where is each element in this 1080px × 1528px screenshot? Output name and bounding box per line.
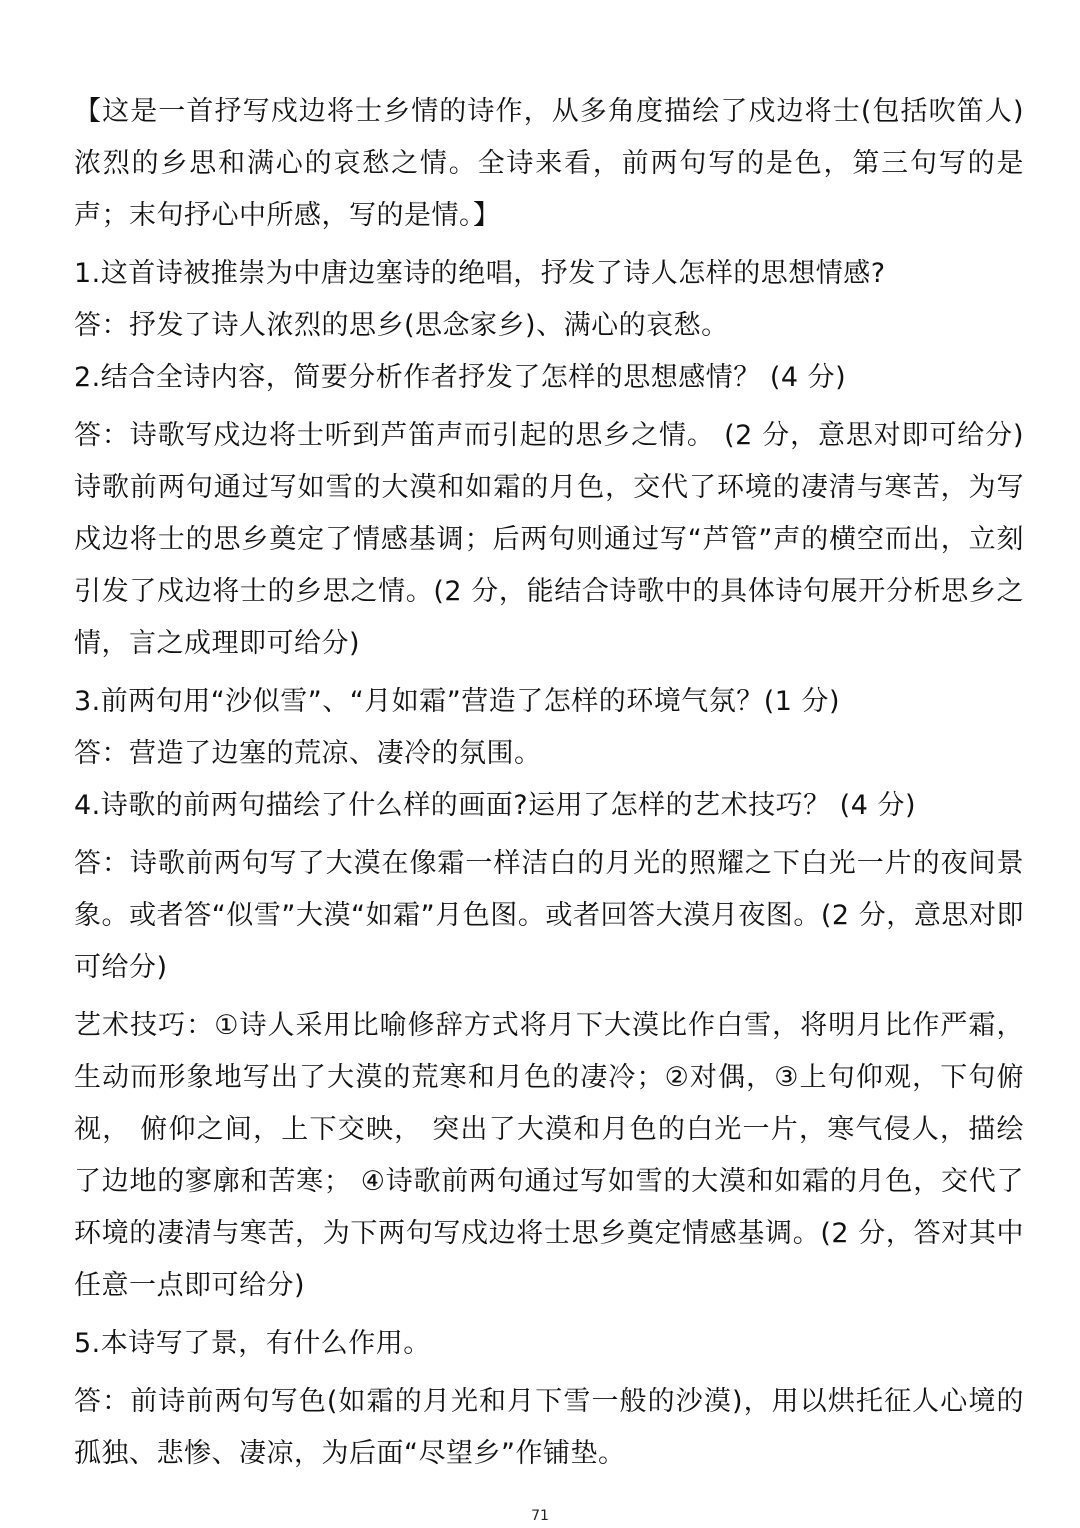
question-3: 3.前两句用“沙似雪”、“月如霜”营造了怎样的环境气氛？(1 分) <box>74 686 841 717</box>
answer-1: 答：抒发了诗人浓烈的思乡(思念家乡)、满心的哀愁。 <box>74 310 729 341</box>
answer-4: 答：诗歌前两句写了大漠在像霜一样洁白的月光的照耀之下白光一片的夜间景象。或者答“似雪”大漠“如霜”月色图。或者回答大漠月夜图。(2 分，意思对即可给分) <box>74 848 1024 983</box>
question-5: 5.本诗写了景，有什么作用。 <box>74 1328 431 1359</box>
page-number: 71 <box>531 1508 549 1524</box>
document-body <box>74 86 1024 1480</box>
answer-5: 答：前诗前两句写色(如霜的月光和月下雪一般的沙漠)，用以烘托征人心境的孤独、悲惨、凄凉，为后面“尽望乡”作铺垫。 <box>74 1386 1024 1469</box>
answer-4-technique: 艺术技巧：①诗人采用比喻修辞方式将月下大漠比作白雪，将明月比作严霜，生动而形象地写出了大漠的荒寒和月色的凄冷；②对偶，③上句仰观，下句俯视， 俯仰之间，上下交映， 突出了大漠和月色的白光一片，寒气侵人，描绘了边地的寥廓和苦寒； ④诗歌前两句通过写如雪的大漠和如霜的月色，交代了环境的凄清与寒苦，为下两句写戍边将士思乡奠定情感基调。(2 分，答对其中任意一点即可给分) <box>74 1010 1024 1301</box>
answer-3: 答：营造了边塞的荒凉、凄冷的氛围。 <box>74 738 542 769</box>
question-1: 1.这首诗被推崇为中唐边塞诗的绝唱，抒发了诗人怎样的思想情感? <box>74 258 886 289</box>
intro-paragraph: 【这是一首抒写戍边将士乡情的诗作，从多角度描绘了戍边将士(包括吹笛人)浓烈的乡思和满心的哀愁之情。全诗来看，前两句写的是色，第三句写的是声；末句抒心中所感，写的是情。】 <box>74 96 1024 231</box>
answer-2: 答：诗歌写戍边将士听到芦笛声而引起的思乡之情。 (2 分，意思对即可给分)诗歌前两句通过写如雪的大漠和如霜的月色，交代了环境的凄清与寒苦，为写戍边将士的思乡奠定了情感基调；后两句则通过写“芦管”声的横空而出，立刻引发了戍边将士的乡思之情。(2 分，能结合诗歌中的具体诗句展开分析思乡之情，言之成理即可给分) <box>74 420 1024 659</box>
question-2: 2.结合全诗内容，简要分析作者抒发了怎样的思想感情？ (4 分) <box>74 362 847 393</box>
question-4: 4.诗歌的前两句描绘了什么样的画面?运用了怎样的艺术技巧？ (4 分) <box>74 790 917 821</box>
